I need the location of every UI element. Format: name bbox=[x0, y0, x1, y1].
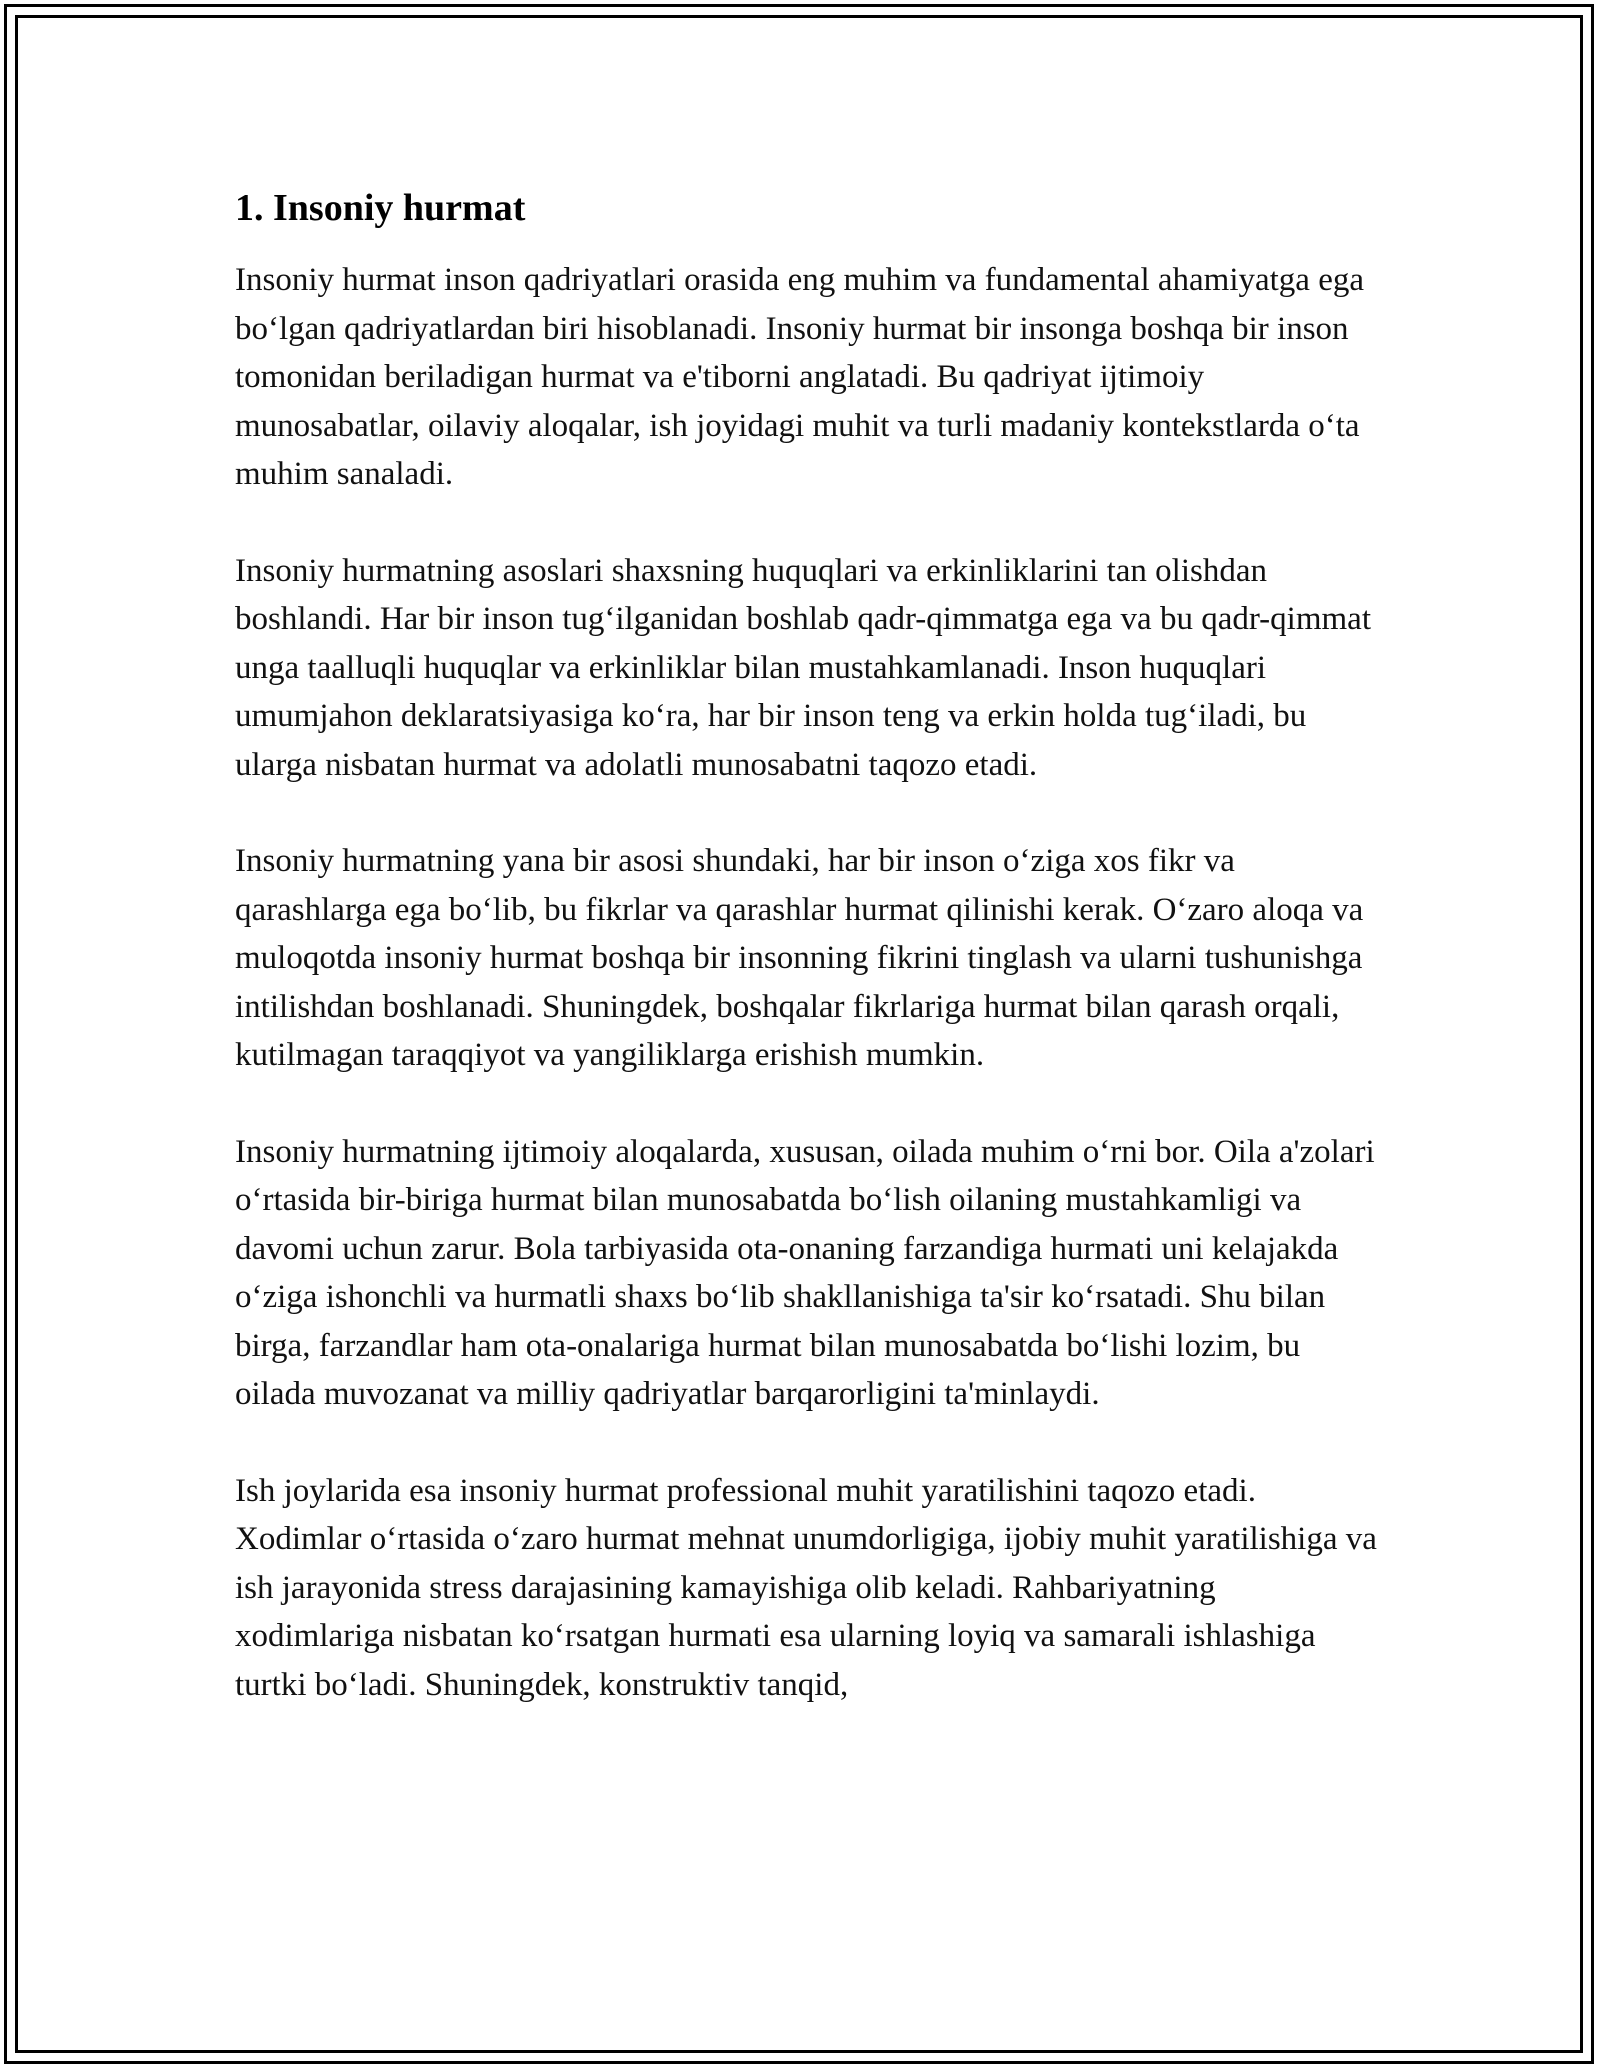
paragraph-2: Insoniy hurmatning asoslari shaxsning huquqlari va erkinliklarini tan olishdan boshlandi. Har bir inson tug‘ilganidan boshlab qadr-qimmatga ega va bu qadr-qimmat unga taalluqli huquqlar va erkinliklar bilan mustahkamlanadi. Inson huquqlari umumjahon deklaratsiyasiga ko‘ra, har bir inson teng va erkin holda tug‘iladi, bu ularga nisbatan hurmat va adolatli munosabatni taqozo etadi. bbox=[235, 552, 1371, 783]
paragraph-5: Ish joylarida esa insoniy hurmat professional muhit yaratilishini taqozo etadi. Xodimlar o‘rtasida o‘zaro hurmat mehnat unumdorligiga, ijobiy muhit yaratilishiga va ish jarayonida stress darajasining kamayishiga olib keladi. Rahbariyatning xodimlariga nisbatan ko‘rsatgan hurmati esa ularning loyiq va samarali ishlashiga turtki bo‘ladi. Shuningdek, konstruktiv tanqid, bbox=[235, 1472, 1377, 1703]
document-body bbox=[235, 184, 1380, 1757]
section-heading: 1. Insoniy hurmat bbox=[235, 187, 526, 229]
paragraph-4: Insoniy hurmatning ijtimoiy aloqalarda, xususan, oilada muhim o‘rni bor. Oila a'zolari o‘rtasida bir-biriga hurmat bilan munosabatda bo‘lish oilaning mustahkamligi va davomi uchun zarur. Bola tarbiyasida ota-onaning farzandiga hurmati uni kelajakda o‘ziga ishonchli va hurmatli shaxs bo‘lib shakllanishiga ta'sir ko‘rsatadi. Shu bilan birga, farzandlar ham ota-onalariga hurmat bilan munosabatda bo‘lishi lozim, bu oilada muvozanat va milliy qadriyatlar barqarorligini ta'minlaydi. bbox=[235, 1133, 1375, 1412]
paragraph-3: Insoniy hurmatning yana bir asosi shundaki, har bir inson o‘ziga xos fikr va qarashlarga ega bo‘lib, bu fikrlar va qarashlar hurmat qilinishi kerak. O‘zaro aloqa va muloqotda insoniy hurmat boshqa bir insonning fikrini tinglash va ularni tushunishga intilishdan boshlanadi. Shuningdek, boshqalar fikrlariga hurmat bilan qarash orqali, kutilmagan taraqqiyot va yangiliklarga erishish mumkin. bbox=[235, 843, 1364, 1073]
paragraph-1: Insoniy hurmat inson qadriyatlari orasida eng muhim va fundamental ahamiyatga ega bo‘lgan qadriyatlardan biri hisoblanadi. Insoniy hurmat bir insonga boshqa bir inson tomonidan beriladigan hurmat va e'tiborni anglatadi. Bu qadriyat ijtimoiy munosabatlar, oilaviy aloqalar, ish joyidagi muhit va turli madaniy kontekstlarda o‘ta muhim sanaladi. bbox=[235, 262, 1364, 492]
